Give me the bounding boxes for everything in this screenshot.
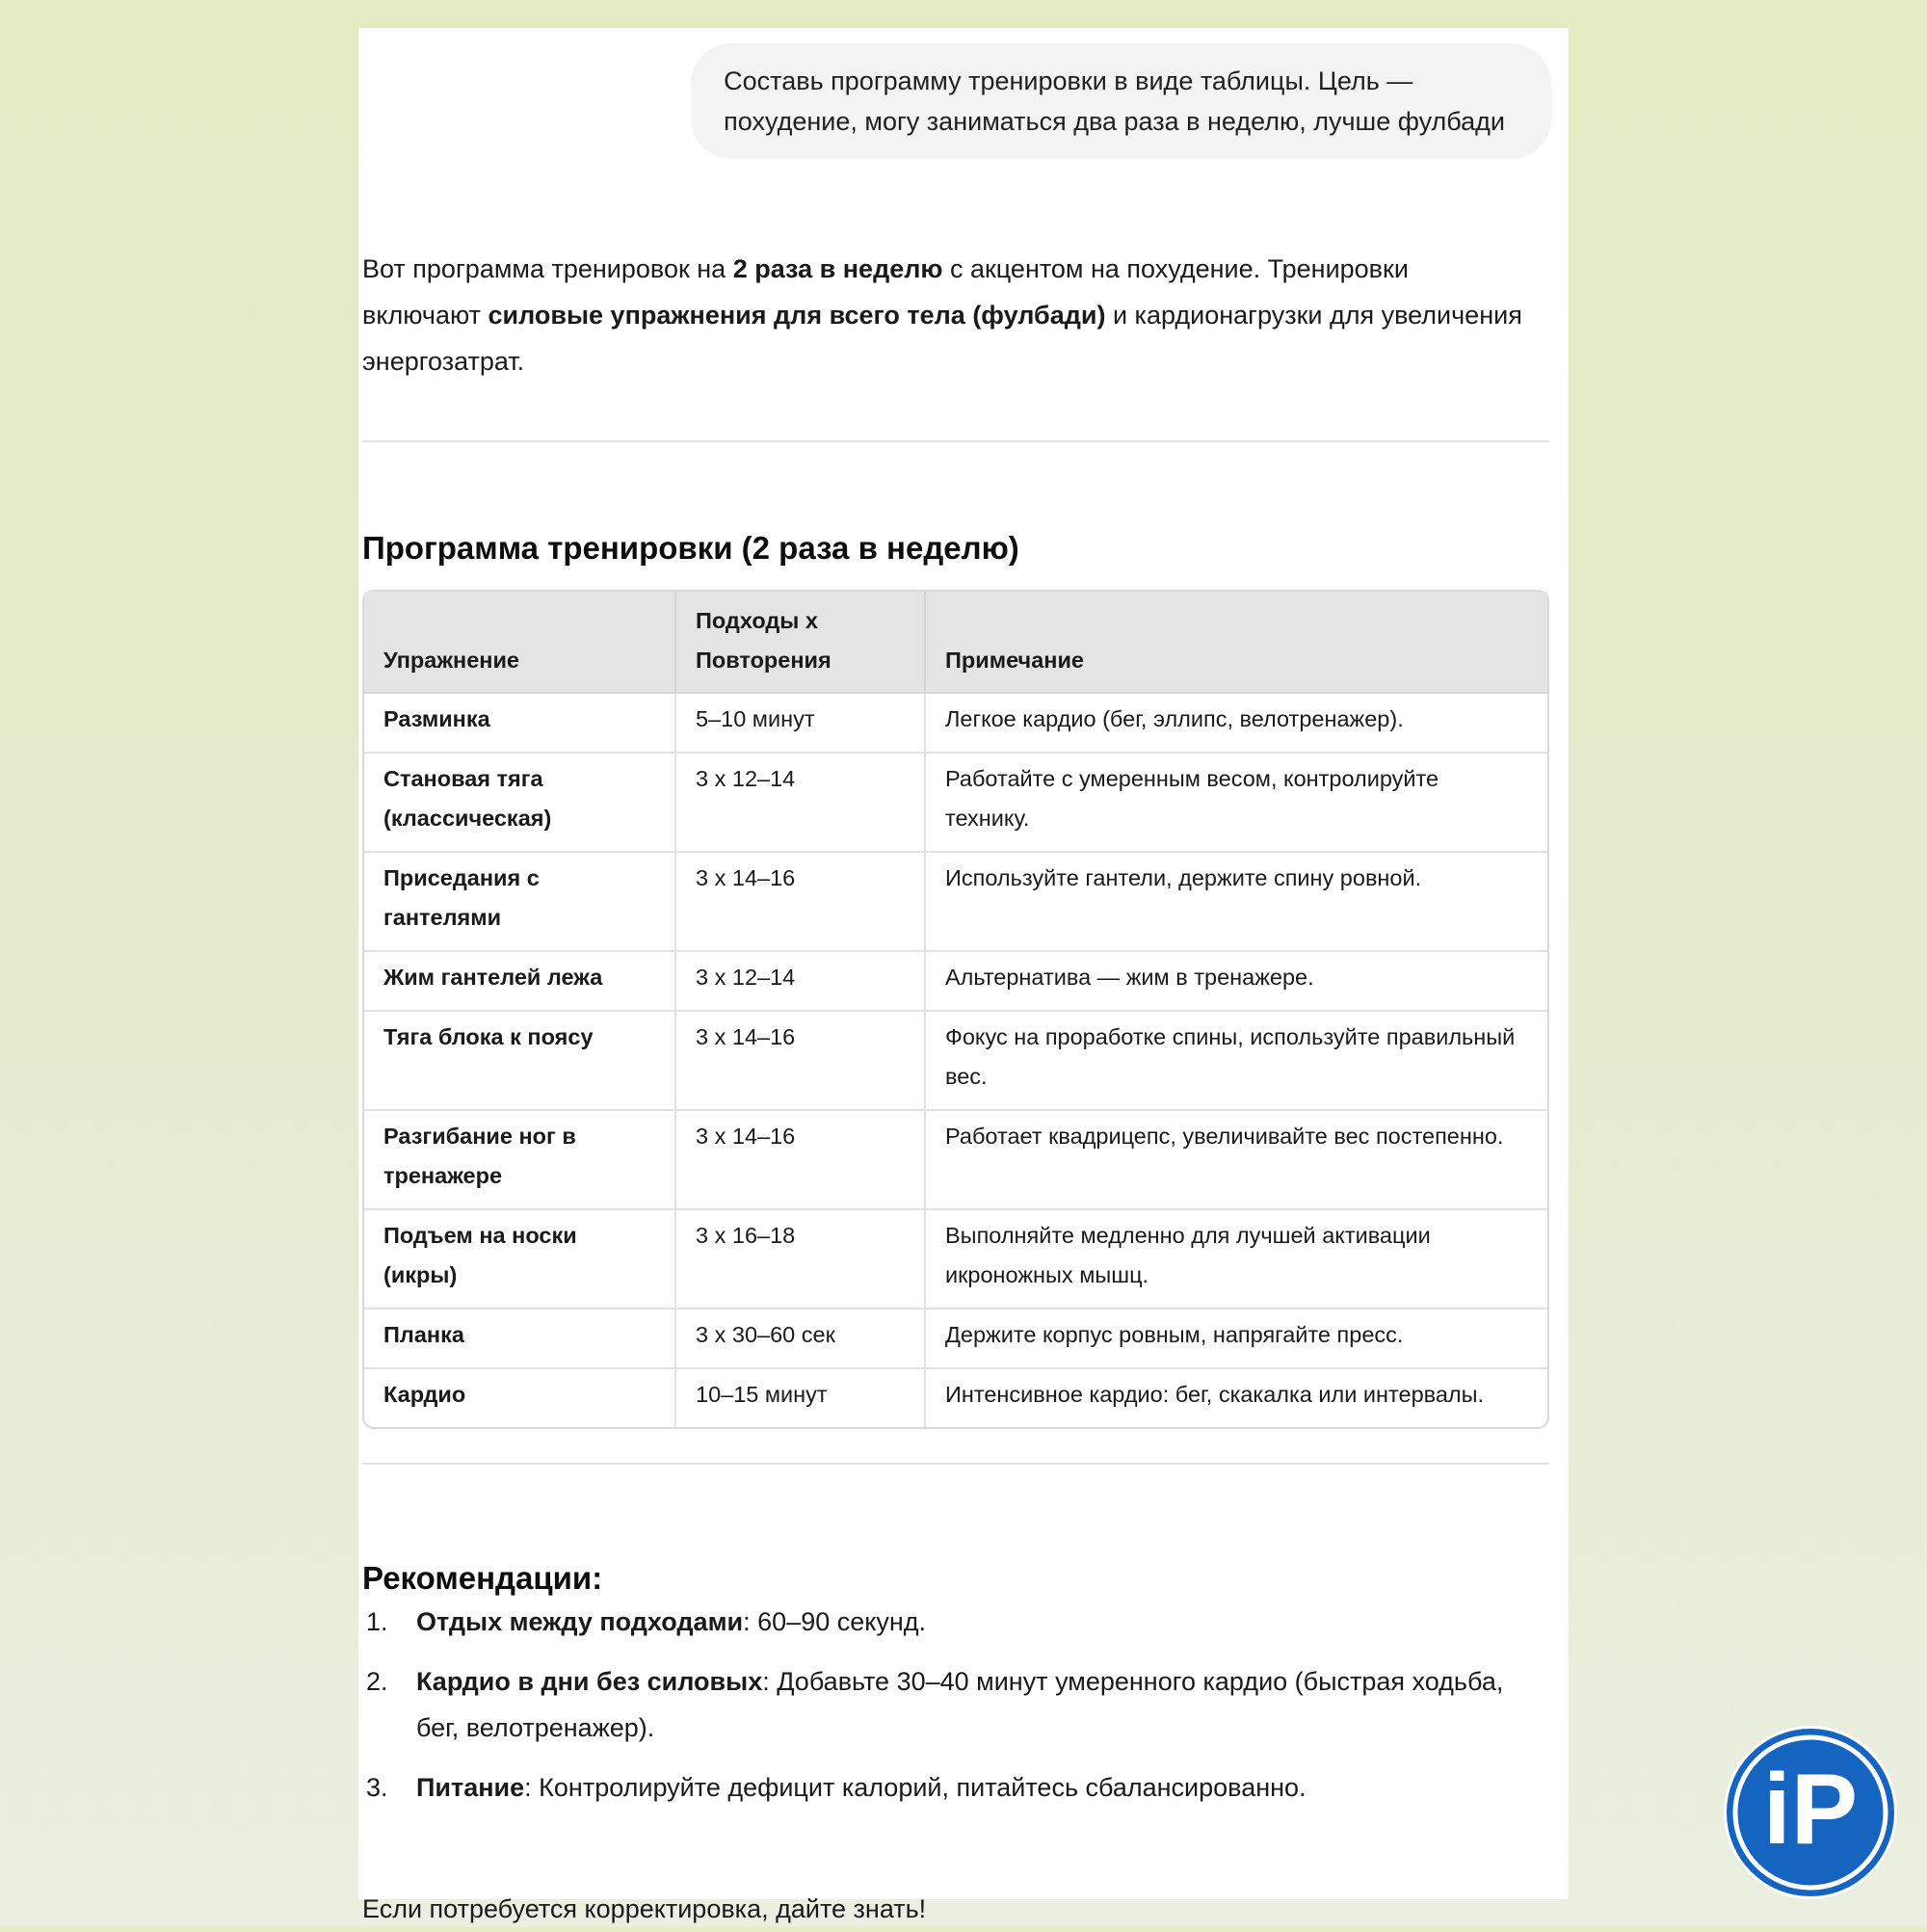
- intro-text-2: с акцентом на похудение. Тренировки включают: [362, 254, 1409, 330]
- closing-text: Если потребуется корректировка, дайте знать!: [362, 1894, 927, 1923]
- header-exercise: Упражнение: [364, 592, 675, 693]
- cell-exercise: Планка: [364, 1309, 675, 1368]
- cell-sets: 3 x 12–14: [675, 753, 925, 852]
- list-item: [362, 1764, 1538, 1811]
- cell-exercise: Разгибание ног в тренажере: [364, 1110, 675, 1209]
- cell-note: Фокус на проработке спины, используйте правильный вес.: [925, 1011, 1547, 1110]
- cell-exercise: Кардио: [364, 1368, 675, 1427]
- cell-exercise: Тяга блока к поясу: [364, 1011, 675, 1110]
- table-row: [364, 753, 1547, 852]
- cell-note: Держите корпус ровным, напрягайте пресс.: [925, 1309, 1547, 1368]
- rec-title: Отдых между подходами: [416, 1607, 744, 1636]
- cell-exercise: Становая тяга (классическая): [364, 753, 675, 852]
- table-row: [364, 1011, 1547, 1110]
- rec-text: : Контролируйте дефицит калорий, питайтесь сбалансированно.: [524, 1773, 1307, 1802]
- ip-logo-icon: [1724, 1726, 1897, 1899]
- cell-sets: 10–15 минут: [675, 1368, 925, 1427]
- intro-bold-1: 2 раза в неделю: [732, 254, 943, 283]
- table-row: [364, 852, 1547, 951]
- divider: [362, 440, 1549, 442]
- logo-text: iP: [1762, 1754, 1859, 1866]
- list-item: [362, 1658, 1538, 1751]
- divider: [362, 1463, 1549, 1465]
- list-number: 1.: [366, 1607, 388, 1636]
- cell-sets: 3 x 16–18: [675, 1209, 925, 1309]
- recommendations-heading: Рекомендации:: [362, 1560, 603, 1596]
- table-row: [364, 1209, 1547, 1309]
- cell-sets: 5–10 минут: [675, 693, 925, 753]
- table-row: [364, 1110, 1547, 1209]
- iphones-logo: [1724, 1726, 1897, 1899]
- cell-note: Альтернатива — жим в тренажере.: [925, 951, 1547, 1011]
- header-note: Примечание: [925, 592, 1547, 693]
- program-heading: Программа тренировки (2 раза в неделю): [362, 530, 1019, 566]
- table-row: [364, 1368, 1547, 1427]
- cell-exercise: Разминка: [364, 693, 675, 753]
- cell-exercise: Подъем на носки (икры): [364, 1209, 675, 1309]
- cell-exercise: Жим гантелей лежа: [364, 951, 675, 1011]
- table-row: [364, 693, 1547, 753]
- assistant-intro: [362, 246, 1528, 384]
- cell-sets: 3 x 14–16: [675, 1011, 925, 1110]
- cell-note: Работает квадрицепс, увеличивайте вес постепенно.: [925, 1110, 1547, 1209]
- list-number: 2.: [366, 1667, 388, 1696]
- header-sets: Подходы x Повторения: [675, 592, 925, 693]
- cell-sets: 3 x 30–60 сек: [675, 1309, 925, 1368]
- cell-note: Работайте с умеренным весом, контролируйте технику.: [925, 753, 1547, 852]
- cell-sets: 3 x 14–16: [675, 1110, 925, 1209]
- list-number: 3.: [366, 1773, 388, 1802]
- table-header-row: [364, 592, 1547, 693]
- cell-note: Легкое кардио (бег, эллипс, велотренажер).: [925, 693, 1547, 753]
- list-item: [362, 1599, 1538, 1645]
- intro-bold-2: силовые упражнения для всего тела (фулбади): [488, 301, 1106, 330]
- table-row: [364, 951, 1547, 1011]
- chat-panel: [358, 28, 1569, 1923]
- workout-table: [362, 590, 1549, 1429]
- cell-sets: 3 x 12–14: [675, 951, 925, 1011]
- table-row: [364, 1309, 1547, 1368]
- recommendations-list: [362, 1599, 1538, 1824]
- rec-title: Кардио в дни без силовых: [416, 1667, 763, 1696]
- rec-text: : Добавьте 30–40 минут умеренного кардио (быстрая ходьба, бег, велотренажер).: [416, 1667, 1504, 1742]
- cell-note: Выполняйте медленно для лучшей активации икроножных мышц.: [925, 1209, 1547, 1309]
- cell-note: Используйте гантели, держите спину ровной.: [925, 852, 1547, 951]
- user-message-bubble: Составь программу тренировки в виде таблицы. Цель — похудение, могу заниматься два раза в неделю, лучше фулбади: [691, 43, 1551, 159]
- intro-text-1: Вот программа тренировок на: [362, 254, 733, 283]
- cell-sets: 3 x 14–16: [675, 852, 925, 951]
- cell-note: Интенсивное кардио: бег, скакалка или интервалы.: [945, 1382, 1485, 1407]
- rec-title: Питание: [416, 1773, 525, 1802]
- intro-text-3: и кардионагрузки для увеличения энергозатрат.: [362, 301, 1522, 376]
- cell-exercise: Приседания с гантелями: [364, 852, 675, 951]
- rec-text: : 60–90 секунд.: [743, 1607, 927, 1636]
